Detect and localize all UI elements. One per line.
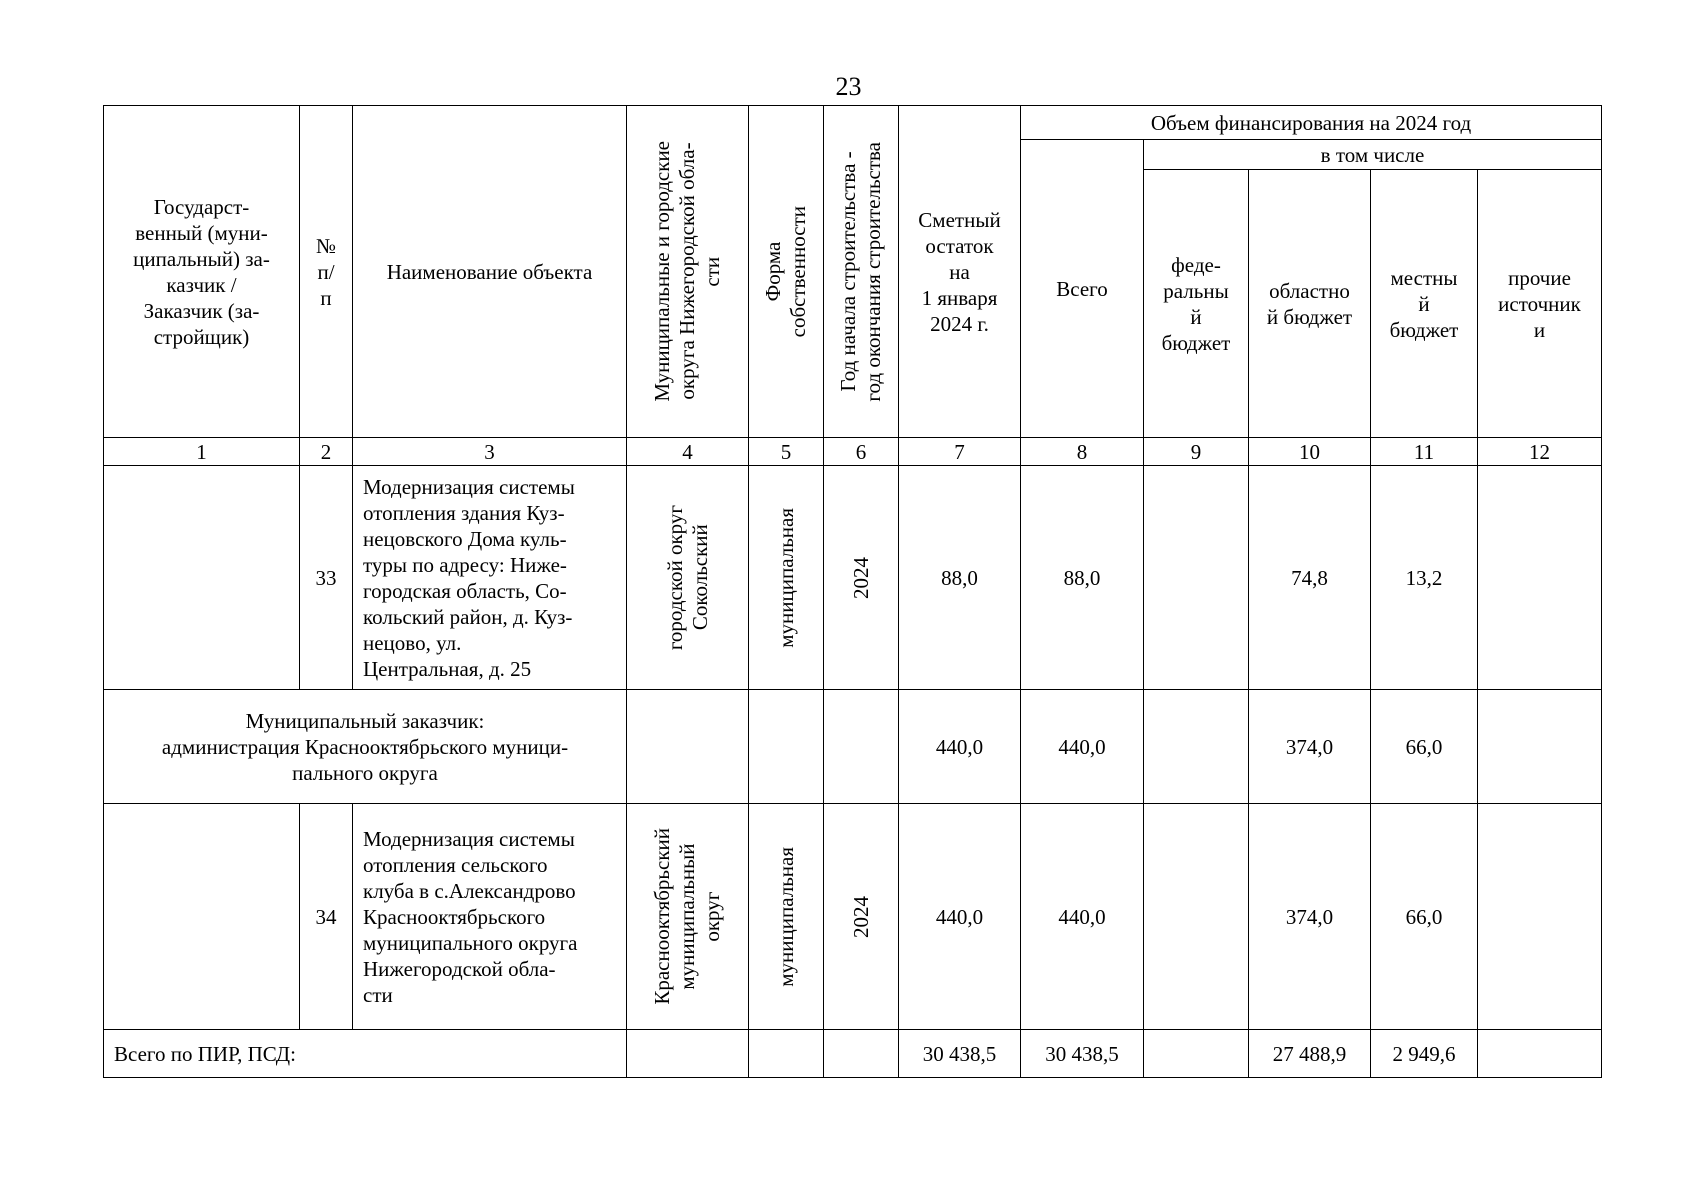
column-number: 8 <box>1021 438 1144 466</box>
row-number: 33 <box>300 466 353 690</box>
header-financing-title: Объем финансирования на 2024 год <box>1021 106 1602 140</box>
column-number: 11 <box>1371 438 1478 466</box>
customer-group-row <box>104 690 1602 804</box>
empty-cell <box>824 1030 899 1078</box>
object-name: Модернизация системы отопления сельского клуба в с.Александрово Краснооктябрьского муниципального округа Нижегородской обла- сти <box>353 804 627 1030</box>
regional-value: 374,0 <box>1249 690 1371 804</box>
row-number: 34 <box>300 804 353 1030</box>
header-row <box>104 106 1602 140</box>
page-number: 23 <box>835 72 862 101</box>
empty-cell <box>627 690 749 804</box>
empty-cell <box>627 1030 749 1078</box>
column-numbers-row <box>104 438 1602 466</box>
column-number: 6 <box>824 438 899 466</box>
federal-value <box>1144 804 1249 1030</box>
ownership-cell <box>749 466 824 690</box>
year-text: 2024 <box>848 895 873 938</box>
year-cell <box>824 466 899 690</box>
header-federal: феде- ральны й бюджет <box>1144 170 1249 438</box>
header-years-text: Год начала строительства - год окончания строительства <box>836 141 885 402</box>
federal-value <box>1144 1030 1249 1078</box>
header-municipality <box>627 106 749 438</box>
balance-value: 30 438,5 <box>899 1030 1021 1078</box>
regional-value: 374,0 <box>1249 804 1371 1030</box>
table-row <box>104 466 1602 690</box>
header-local: местны й бюджет <box>1371 170 1478 438</box>
header-years <box>824 106 899 438</box>
grand-total-label: Всего по ПИР, ПСД: <box>104 1030 627 1078</box>
column-number: 5 <box>749 438 824 466</box>
balance-value: 440,0 <box>899 804 1021 1030</box>
customer-group-label: Муниципальный заказчик: администрация Краснооктябрьского муници- пального округа <box>104 690 627 804</box>
column-number: 3 <box>353 438 627 466</box>
other-value <box>1478 690 1602 804</box>
federal-value <box>1144 690 1249 804</box>
header-ownership <box>749 106 824 438</box>
ownership-text: муниципальная <box>773 507 798 648</box>
header-estimated-balance: Сметный остаток на 1 января 2024 г. <box>899 106 1021 438</box>
municipality-cell <box>627 804 749 1030</box>
federal-value <box>1144 466 1249 690</box>
total-value: 440,0 <box>1021 804 1144 1030</box>
other-value <box>1478 466 1602 690</box>
total-value: 88,0 <box>1021 466 1144 690</box>
local-value: 13,2 <box>1371 466 1478 690</box>
header-ownership-text: Форма собственности <box>761 205 810 338</box>
other-value <box>1478 1030 1602 1078</box>
column-number: 10 <box>1249 438 1371 466</box>
balance-value: 88,0 <box>899 466 1021 690</box>
regional-value: 27 488,9 <box>1249 1030 1371 1078</box>
municipality-cell <box>627 466 749 690</box>
column-number: 1 <box>104 438 300 466</box>
customer-cell <box>104 804 300 1030</box>
object-name: Модернизация системы отопления здания Куз- нецовского Дома куль- туры по адресу: Ниже- городская область, Со- кольский район, д. Куз- нецово, ул. Центральная, д. 25 <box>353 466 627 690</box>
header-total: Всего <box>1021 140 1144 438</box>
table-row <box>104 804 1602 1030</box>
total-value: 30 438,5 <box>1021 1030 1144 1078</box>
header-municipality-text: Муниципальные и городские округа Нижегородской обла- сти <box>650 141 724 402</box>
header-including: в том числе <box>1144 140 1602 170</box>
empty-cell <box>749 690 824 804</box>
financing-table <box>103 105 1602 1078</box>
local-value: 66,0 <box>1371 690 1478 804</box>
empty-cell <box>749 1030 824 1078</box>
header-object-name: Наименование объекта <box>353 106 627 438</box>
empty-cell <box>824 690 899 804</box>
local-value: 2 949,6 <box>1371 1030 1478 1078</box>
local-value: 66,0 <box>1371 804 1478 1030</box>
column-number: 12 <box>1478 438 1602 466</box>
header-other: прочие источник и <box>1478 170 1602 438</box>
header-customer: Государст- венный (муни- ципальный) за- казчик / Заказчик (за- стройщик) <box>104 106 300 438</box>
grand-total-row <box>104 1030 1602 1078</box>
column-number: 4 <box>627 438 749 466</box>
other-value <box>1478 804 1602 1030</box>
header-number: № п/ п <box>300 106 353 438</box>
ownership-cell <box>749 804 824 1030</box>
balance-value: 440,0 <box>899 690 1021 804</box>
municipality-text: городской округ Сокольский <box>662 504 712 651</box>
customer-cell <box>104 466 300 690</box>
municipality-text: Краснооктябрьский муниципальный округ <box>650 828 724 1005</box>
column-number: 7 <box>899 438 1021 466</box>
total-value: 440,0 <box>1021 690 1144 804</box>
year-cell <box>824 804 899 1030</box>
column-number: 9 <box>1144 438 1249 466</box>
header-regional: областно й бюджет <box>1249 170 1371 438</box>
regional-value: 74,8 <box>1249 466 1371 690</box>
ownership-text: муниципальная <box>773 846 798 987</box>
year-text: 2024 <box>848 556 873 599</box>
column-number: 2 <box>300 438 353 466</box>
